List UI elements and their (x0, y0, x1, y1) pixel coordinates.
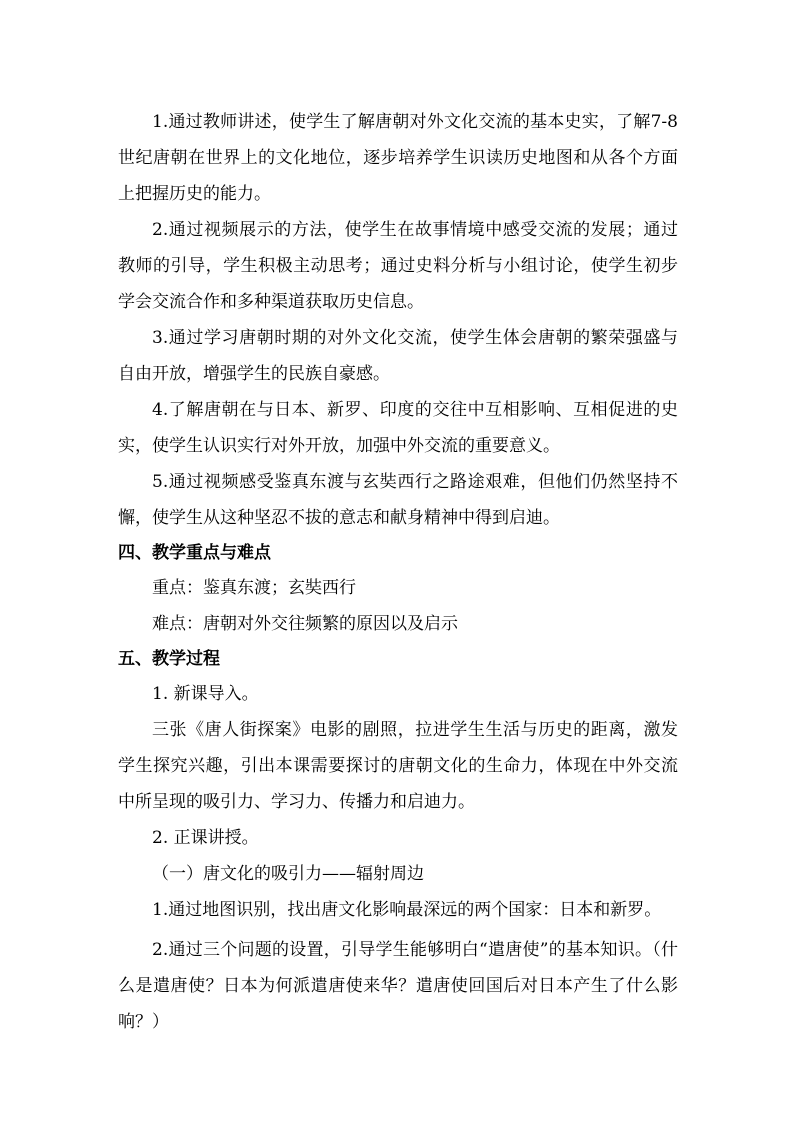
step-1-heading: 1. 新课导入。 (152, 684, 259, 704)
subsection-1-heading: （一）唐文化的吸引力——辐射周边 (152, 864, 424, 884)
subsection-1-item-1: 1.通过地图识别，找出唐文化影响最深远的两个国家：日本和新罗。 (152, 900, 662, 920)
step-1-text: 三张《唐人街探案》电影的剧照，拉进学生生活与历史的距离，激发学生探究兴趣，引出本课需要探讨的唐朝文化的生命力，体现在中外交流中所呈现的吸引力、学习力、传播力和启迪力。 (118, 720, 678, 812)
objective-1: 1.通过教师讲述，使学生了解唐朝对外文化交流的基本史实，了解7-8世纪唐朝在世界上的文化地位，逐步培养学生识读历史地图和从各个方面上把握历史的能力。 (118, 112, 678, 204)
section-5-heading: 五、教学过程 (118, 649, 220, 669)
subsection-1-item-2: 2.通过三个问题的设置，引导学生能够明白“遣唐使”的基本知识。（什么是遣唐使？日本为何派遣唐使来华？遣唐使回国后对日本产生了什么影响？） (118, 940, 678, 1032)
difficulty: 难点：唐朝对外交往频繁的原因以及启示 (152, 614, 458, 634)
document-page (118, 104, 678, 1040)
objective-2: 2.通过视频展示的方法，使学生在故事情境中感受交流的发展；通过教师的引导，学生积极主动思考；通过史料分析与小组讨论，使学生初步学会交流合作和多种渠道获取历史信息。 (118, 220, 678, 312)
objective-3: 3.通过学习唐朝时期的对外文化交流，使学生体会唐朝的繁荣强盛与自由开放，增强学生的民族自豪感。 (118, 328, 678, 384)
section-4-heading: 四、教学重点与难点 (118, 543, 271, 563)
step-2-heading: 2. 正课讲授。 (152, 828, 259, 848)
objective-5: 5.通过视频感受鉴真东渡与玄奘西行之路途艰难，但他们仍然坚持不懈，使学生从这种坚忍不拔的意志和献身精神中得到启迪。 (118, 472, 678, 528)
objective-4: 4.了解唐朝在与日本、新罗、印度的交往中互相影响、互相促进的史实，使学生认识实行对外开放，加强中外交流的重要意义。 (118, 400, 678, 456)
key-points: 重点：鉴真东渡；玄奘西行 (152, 578, 356, 598)
